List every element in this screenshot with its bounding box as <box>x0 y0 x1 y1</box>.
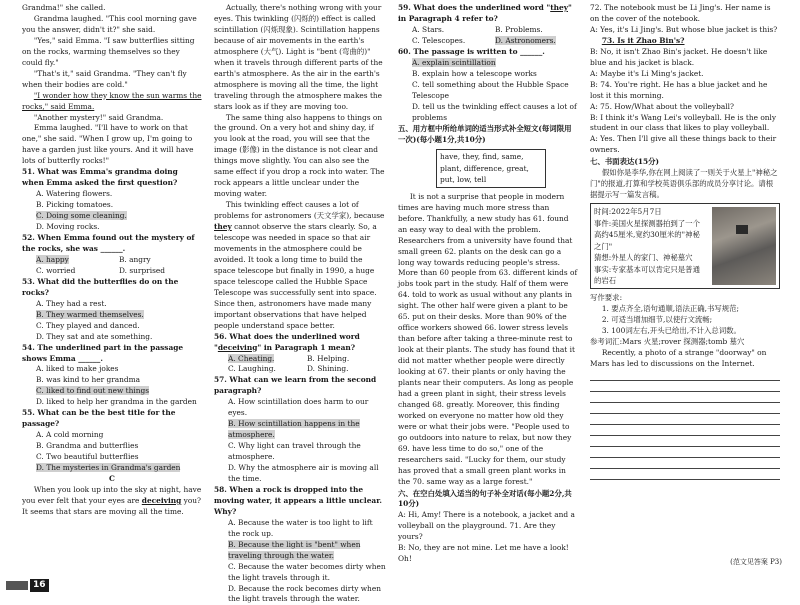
answer-reference: (范文见答案 P3) <box>730 557 782 566</box>
dialogue-line: B: I think it's Wang Lei's volleyball. He is the only student in our class that likes to play volleyball. <box>590 112 777 133</box>
option[interactable]: D. Shining. <box>307 364 349 374</box>
option[interactable]: B. angry <box>119 254 151 264</box>
question-52: 52. When Emma found out the mystery of the rocks, she was ______. <box>22 233 195 253</box>
option[interactable]: A. They had a rest. <box>36 298 107 308</box>
question-59: 59. What does the underlined word "they" in Paragraph 4 refer to? <box>398 3 572 23</box>
option[interactable]: C. worried <box>36 265 76 275</box>
option[interactable]: A. Stars. <box>412 24 445 34</box>
option[interactable]: B. Problems. <box>495 24 543 34</box>
option[interactable]: A. Watering flowers. <box>36 189 113 199</box>
section-5-heading: 五、用方框中所给单词的适当形式补全短文(每词限用一次)(每小题1分,共10分) <box>398 124 572 145</box>
story-line: "I wonder how they know the sun warms the rocks," said Emma. <box>22 90 202 111</box>
story-line: "Yes," said Emma. "I saw butterflies sitting on the rocks, warming themselves so they could fly." <box>22 35 195 67</box>
option-selected[interactable]: D. Astronomers. <box>495 35 556 45</box>
option[interactable]: B. Grandma and butterflies <box>36 441 139 451</box>
word-box: have, they, find, same, plant, difference, great, put, low, tell <box>436 149 546 187</box>
option[interactable]: D. They sat and ate something. <box>36 331 153 341</box>
dialogue-line: A: Maybe it's Li Ming's jacket. <box>590 68 704 78</box>
option-selected[interactable]: B. How scintillation happens in the atmosphere. <box>228 419 360 440</box>
requirements-title: 写作要求: <box>590 293 623 303</box>
answer-73: 73. Is it Zhao Bin's? <box>601 35 685 45</box>
mars-doorway-photo <box>712 207 776 285</box>
story-line: "Another mystery!" said Grandma. <box>33 112 164 122</box>
requirement: 2. 可适当增加细节,以使行文流畅; <box>601 315 713 325</box>
section-7-heading: 七、书面表达(15分) <box>590 157 660 167</box>
dialogue-line: B: No, they are not mine. Let me have a look! Oh! <box>398 543 569 564</box>
option-selected[interactable]: B. Because the light is "bent" when traveling through the water. <box>228 539 361 560</box>
question-60: 60. The passage is written to ______. <box>398 46 545 56</box>
story-line: "That's it," said Grandma. "They can't fly when their bodies are cold." <box>22 68 187 89</box>
section-6-heading: 六、在空白处填入适当的句子补全对话(每小题2分,共10分) <box>398 488 572 509</box>
question-54: 54. The underlined part in the passage shows Emma ______. <box>22 342 184 363</box>
option-selected[interactable]: A. explain scintillation <box>412 57 496 67</box>
dialogue-line: B: No, it isn't Zhao Bin's jacket. He doesn't like blue and his jacket is black. <box>590 46 768 67</box>
option-selected[interactable]: B. They warmed themselves. <box>36 309 144 319</box>
option-selected[interactable]: A. happy <box>36 254 69 264</box>
dialogue-line: A: Yes. Then I'll give all these things back to their owners. <box>590 134 777 155</box>
tips-box <box>590 203 780 289</box>
writing-prompt: 假如你是李华,你在网上阅读了一则关于火星上"神秘之门"的报道,打算和学校英语俱乐部的成员分享讨论。请根据提示写一篇发言稿。 <box>590 168 778 200</box>
option[interactable]: A. A cold morning <box>36 430 104 440</box>
option[interactable]: D. surprised <box>119 265 165 275</box>
option-selected[interactable]: D. The mysteries in Grandma's garden <box>36 463 181 473</box>
tip-line: 事实:专家基本可以肯定只是普通的岩石 <box>594 264 700 285</box>
passage-c-intro: When you look up into the sky at night, have you ever felt that your eyes are deceiving you? It seems that stars are moving all the time. <box>22 484 202 516</box>
option[interactable]: C. Because the water becomes dirty when the light travels through it. <box>228 561 386 582</box>
column-2 <box>214 3 386 605</box>
option[interactable]: C. Two beautiful butterflies <box>36 452 139 462</box>
story-line: Grandma!" she called. <box>22 3 106 12</box>
option[interactable]: D. tell us the twinkling effect causes a lot of problems <box>412 101 577 122</box>
dialogue-line: 72. The notebook must be Li Jing's. Her name is on the cover of the notebook. <box>590 3 771 23</box>
column-3 <box>398 3 578 565</box>
dialogue-line: B: 74. You're right. He has a blue jacket and he lost it this morning. <box>590 79 768 100</box>
option[interactable]: D. Why the atmosphere air is moving all the time. <box>228 463 379 483</box>
passage-c-label: C <box>109 473 115 483</box>
tip-line: 事件:美国火星探测器拍到了一个高约45厘米,宽约30厘米的"神秘之门" <box>594 218 700 251</box>
option[interactable]: B. Helping. <box>307 353 350 363</box>
underlined-word: they <box>214 222 232 232</box>
option[interactable]: C. Telescopes. <box>412 35 466 45</box>
tip-line: 猜想:外星人的家门、神秘墓穴 <box>594 253 693 263</box>
option[interactable]: A. liked to make jokes <box>36 364 119 374</box>
option[interactable]: D. liked to help her grandma in the garden <box>36 397 197 407</box>
dialogue-line: A: Yes, it's Li Jing's. But whose blue jacket is this? <box>590 24 778 34</box>
option[interactable]: C. Laughing. <box>228 364 276 374</box>
writing-lines[interactable] <box>590 370 780 480</box>
option[interactable]: D. Because the rock becomes dirty when the light travels through the water. <box>228 583 381 604</box>
cloze-passage: It is not a surprise that people in modern times are having much more stress than before. Thankfully, a new study has 61. found an easy way to deal with the problem. Researchers from a university have found that small green 62. plants on the desk can go a long way towards reducing people's stress. More than 60 people from 63. different kinds of jobs took part in the study. Half of them were 64. told to work as usual without any plants in sight. The other half were given a plant to be 65. put on their desks. More than 90% of the office workers showed 66. lower stress levels than before after taking a three-minute rest to look at their plants. The study has found that it did not matter whether people were directly looking at 67. their plants or only having the plants near their computers. As long as people had a green plant in sight, their stress levels changed 68. greatly. Moreover, this finding worked on everyone no matter how old they were or what their jobs were. "People used to go outdoors into nature to relax, but now they 69. have less time to do so," one of the researchers said. "Lucky for them, our study has proved that a small green plant works in the 70. same way as a large forest." <box>398 191 578 486</box>
dialogue-line: A: 75. How/What about the volleyball? <box>590 101 734 111</box>
requirement: 3. 100词左右,开头已给出,不计入总词数。 <box>601 326 741 336</box>
question-51: 51. What was Emma's grandma doing when Emma asked the first question? <box>22 167 178 188</box>
option[interactable]: B. explain how a telescope works <box>412 68 537 78</box>
reference-vocab: 参考词汇:Mars 火星;rover 探测器;tomb 墓穴 <box>590 337 745 347</box>
question-56: 56. What does the underlined word "deceiving" in Paragraph 1 mean? <box>214 331 360 352</box>
story-line: Emma laughed. "I'll have to work on that one," she said. "When I grow up, I'm going to have a garden just like yours. And it will have lots of butterfly rocks!" <box>22 123 194 166</box>
column-1 <box>22 3 202 518</box>
option[interactable]: C. They played and danced. <box>36 320 140 330</box>
underlined-word: deceiving <box>141 495 182 505</box>
option-selected[interactable]: C. liked to find out new things <box>36 386 150 396</box>
option[interactable]: B. Picking tomatoes. <box>36 200 114 210</box>
question-58: 58. When a rock is dropped into the moving water, it appears a little unclear. Why? <box>214 484 382 516</box>
option[interactable]: C. Why light can travel through the atmosphere. <box>228 441 361 462</box>
question-53: 53. What did the butterflies do on the rocks? <box>22 276 179 297</box>
tip-line: 时间:2022年5月7日 <box>594 207 662 217</box>
option-selected[interactable]: C. Doing some cleaning. <box>36 211 127 221</box>
option-selected[interactable]: A. Cheating. <box>228 353 275 363</box>
page-number: 16 <box>6 579 49 592</box>
option[interactable]: A. Because the water is too light to lift the rock up. <box>228 517 373 538</box>
passage-paragraph: This twinkling effect causes a lot of problems for astronomers (天文学家), because they cannot observe the stars clearly. So, a telescope was needed in space so that air movements in the atmosphere could be avoided. It took a long time to build the space telescope but finally in 1990, a huge space telescope called the Hubble Space Telescope was successfully sent into space. Since then, astronomers have made many important observations that have helped people understand space better. <box>214 200 385 330</box>
requirement: 1. 要点齐全,语句通顺,语法正确,书写规范; <box>601 304 740 314</box>
question-55: 55. What can be the best title for the passage? <box>22 408 176 429</box>
dialogue-line: A: Hi, Amy! There is a notebook, a jacket and a volleyball on the playground. 71. Are they yours? <box>398 510 575 542</box>
essay-start: Recently, a photo of a strange "doorway" on Mars has led to discussions on the Internet. <box>590 348 767 369</box>
option[interactable]: A. How scintillation does harm to our eyes. <box>228 397 369 418</box>
story-line: Grandma laughed. "This cool morning gave you the answer, didn't it?" she said. <box>22 13 197 34</box>
option[interactable]: B. was kind to her grandma <box>36 375 141 385</box>
option[interactable]: C. tell something about the Hubble Space Telescope <box>412 79 569 100</box>
column-4 <box>590 3 780 480</box>
option[interactable]: D. Moving rocks. <box>36 222 100 232</box>
passage-paragraph: The same thing also happens to things on the ground. On a very hot and shiny day, if you look at the road, you will see that the image (影像) in the distance is not clear and things move slightly. You can also see the same effect if you drop a rock into water. The rock appears a little unclear under the moving water. <box>214 112 385 199</box>
passage-paragraph: Actually, there's nothing wrong with your eyes. This twinkling (闪烁的) effect is called scintillation (闪烁现象). Scintillation happens because of air movements in the earth's atmosphere (大气). Light is "bent (弯曲的)" when it travels through different parts of the earth's atmosphere. As the air in the earth's atmosphere is moving all the time, the light traveling through the atmosphere makes the stars look as if they are moving too. <box>214 3 383 111</box>
question-57: 57. What can we learn from the second paragraph? <box>214 375 377 396</box>
publisher-logo-icon <box>6 581 28 590</box>
